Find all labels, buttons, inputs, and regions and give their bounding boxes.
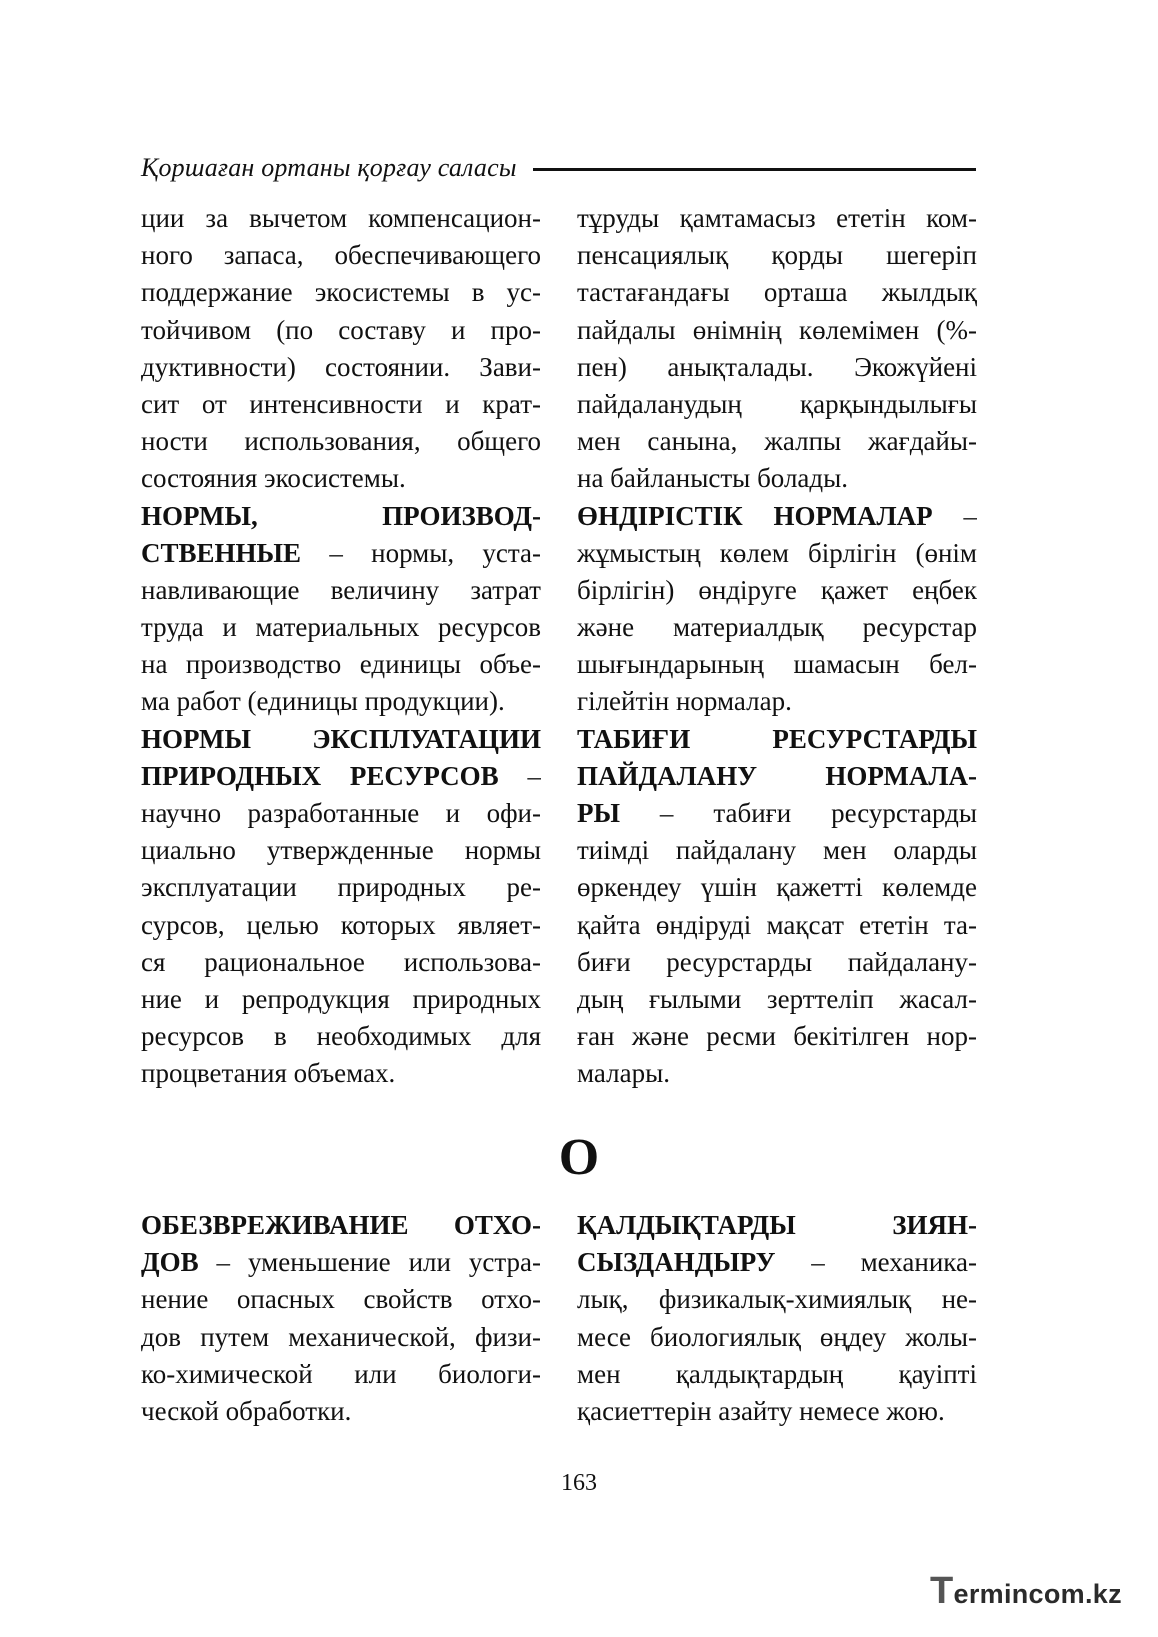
- text-line: ся рациональное использова-: [141, 946, 541, 977]
- watermark-text: [930, 1570, 1122, 1613]
- entry-term-line: [577, 1244, 977, 1281]
- text-line: дың ғылыми зерттеліп жасал-: [577, 983, 977, 1014]
- text-line: ности использования, общего: [141, 426, 541, 457]
- text-line: пайдаланудың қарқындылығы: [577, 388, 977, 419]
- section-letter: О: [558, 1129, 600, 1186]
- text-line: тұруды қамтамасыз ететін ком-: [577, 203, 977, 233]
- text-line: поддержание экосистемы в ус-: [141, 277, 541, 308]
- entry-definition: – табиғи ресурстарды: [620, 798, 977, 828]
- text-line: ко-химической или биологи-: [141, 1358, 541, 1389]
- entry-term: НОРМЫ ЭКСПЛУАТАЦИИ: [141, 723, 541, 754]
- text-line: нение опасных свойств отхо-: [141, 1284, 541, 1315]
- text-line: тастағандағы орташа жылдық: [577, 277, 977, 308]
- left-column-russian: [141, 1207, 541, 1430]
- text-line: бірлігін) өндіруге қажет еңбек: [577, 574, 977, 605]
- text-line: мен санына, жалпы жағдайы-: [577, 426, 977, 457]
- entry-term: РЫ: [577, 798, 621, 828]
- text-line: ции за вычетом компенсацион-: [141, 203, 541, 233]
- entry-definition: – нормы, уста-: [301, 537, 541, 568]
- text-line: мен қалдықтардың қауіпті: [577, 1358, 977, 1389]
- text-line: состояния экосистемы.: [141, 463, 406, 494]
- entry-term: СЫЗДАНДЫРУ: [577, 1247, 776, 1278]
- right-column-kazakh: [577, 1207, 977, 1430]
- text-line: процветания объемах.: [141, 1058, 396, 1089]
- entry-term: ТАБИҒИ РЕСУРСТАРДЫ: [577, 723, 977, 754]
- bottom-columns: [141, 1207, 977, 1430]
- watermark-part: erminc: [953, 1578, 1044, 1609]
- text-line: дуктивности) состоянии. Зави-: [141, 351, 541, 382]
- text-line: на производство единицы объе-: [141, 649, 541, 680]
- text-line: сурсов, целью которых являет-: [141, 909, 541, 940]
- entry-definition: –: [498, 760, 541, 791]
- text-line: труда и материальных ресурсов: [141, 612, 541, 643]
- text-line: өркендеу үшін қажетті көлемде: [577, 872, 977, 903]
- text-line: қайта өндіруді мақсат ететін та-: [577, 909, 977, 940]
- text-line: месе биологиялық өңдеу жолы-: [577, 1321, 977, 1352]
- text-line: қасиеттерін азайту немесе жою.: [577, 1395, 945, 1426]
- running-header: [141, 148, 976, 188]
- entry-term: ҚАЛДЫҚТАРДЫ ЗИЯН-: [577, 1210, 977, 1240]
- entry-term: ОБЕЗВРЕЖИВАНИЕ ОТХО-: [141, 1210, 541, 1240]
- entry-term: НОРМЫ, ПРОИЗВОД-: [141, 500, 541, 531]
- text-line: малары.: [577, 1058, 670, 1089]
- top-columns: [141, 200, 977, 1093]
- entry-term: СТВЕННЫЕ: [141, 537, 302, 568]
- watermark-logo: [930, 1569, 1140, 1613]
- text-line: пайдалы өнімнің көлемімен (%-: [577, 314, 977, 345]
- text-line: навливающие величину затрат: [141, 574, 541, 605]
- text-line: эксплуатации природных ре-: [141, 872, 541, 903]
- text-line: жұмыстың көлем бірлігін (өнім: [577, 537, 977, 568]
- text-line: лық, физикалық-химиялық не-: [577, 1284, 977, 1315]
- text-line: циально утвержденные нормы: [141, 835, 541, 866]
- text-line: ние и репродукция природных: [141, 983, 541, 1014]
- entry-term-line: [577, 498, 977, 535]
- header-rule: [533, 168, 976, 171]
- text-line: гілейтін нормалар.: [577, 686, 792, 717]
- text-line: ного запаса, обеспечивающего: [141, 240, 541, 271]
- entry-term-line: [141, 758, 541, 795]
- running-title: Қоршаған ортаны қорғау саласы: [141, 153, 517, 182]
- text-line: пен) анықталады. Экожүйені: [577, 351, 977, 382]
- entry-term: ПРИРОДНЫХ РЕСУРСОВ: [141, 760, 499, 791]
- text-line: сит от интенсивности и крат-: [141, 388, 541, 419]
- entry-term: ПАЙДАЛАНУ НОРМАЛА-: [577, 760, 977, 791]
- entry-term-line: [141, 1244, 541, 1281]
- entry-term-line: [577, 795, 977, 832]
- text-line: ческой обработки.: [141, 1395, 352, 1426]
- text-line: научно разработанные и офи-: [141, 798, 541, 828]
- watermark-part: m.kz: [1060, 1578, 1122, 1609]
- text-line: пенсациялық қорды шегеріп: [577, 240, 977, 271]
- entry-definition: –: [932, 500, 977, 531]
- right-column-kazakh: [577, 200, 977, 1093]
- left-column-russian: [141, 200, 541, 1093]
- entry-term: ДОВ: [141, 1247, 199, 1278]
- text-line: ресурсов в необходимых для: [141, 1021, 541, 1052]
- text-line: және материалдық ресурстар: [577, 612, 977, 643]
- entry-term-line: [141, 535, 541, 572]
- entry-definition: – уменьшение или устра-: [198, 1247, 541, 1278]
- entry-definition: – механика-: [775, 1247, 977, 1278]
- text-line: ма работ (единицы продукции).: [141, 686, 505, 717]
- text-line: ған және ресми бекітілген нор-: [577, 1021, 977, 1052]
- watermark-initial: T: [930, 1569, 954, 1612]
- text-line: тиімді пайдалану мен оларды: [577, 835, 977, 866]
- watermark-o: o: [1043, 1578, 1061, 1609]
- text-line: шығындарының шамасын бел-: [577, 649, 977, 680]
- text-line: на байланысты болады.: [577, 463, 849, 494]
- text-line: тойчивом (по составу и про-: [141, 314, 541, 345]
- text-line: дов путем механической, физи-: [141, 1321, 541, 1352]
- entry-term: ӨНДІРІСТІК НОРМАЛАР: [577, 500, 933, 531]
- text-line: биғи ресурстарды пайдалану-: [577, 946, 977, 977]
- page-number: 163: [561, 1470, 597, 1496]
